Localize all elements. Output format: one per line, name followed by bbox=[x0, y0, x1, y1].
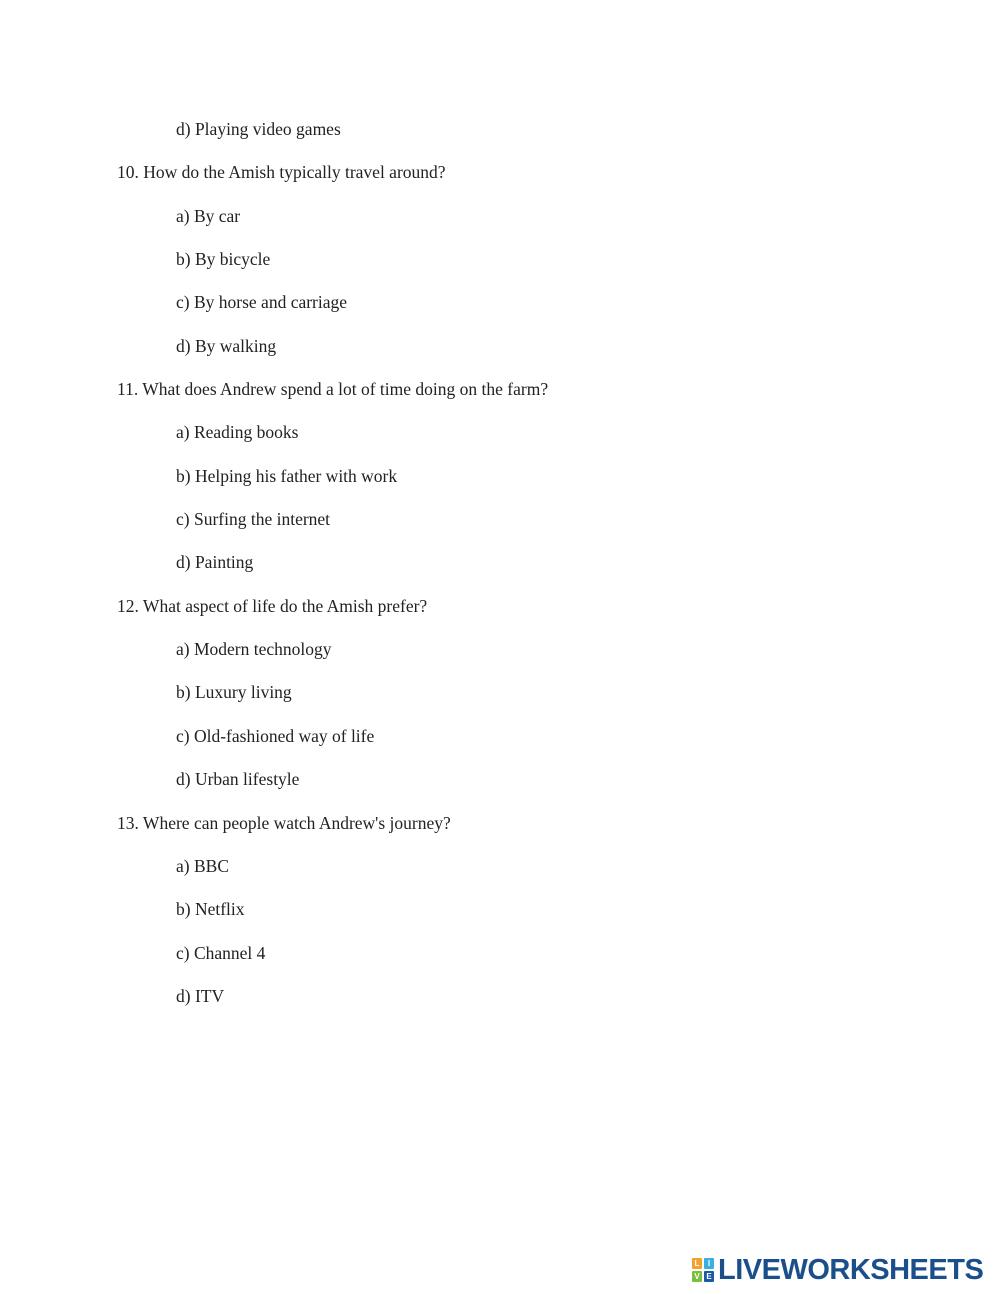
answer-option: a) BBC bbox=[176, 856, 229, 876]
answer-option: d) Painting bbox=[176, 552, 254, 572]
answer-option: d) Urban lifestyle bbox=[176, 769, 300, 789]
logo-wordmark: LIVEWORKSHEETS bbox=[718, 1254, 984, 1286]
answer-option: c) By horse and carriage bbox=[176, 292, 348, 312]
answer-option: c) Surfing the internet bbox=[176, 509, 331, 529]
answer-option: d) Playing video games bbox=[176, 119, 341, 139]
liveworksheets-logo bbox=[692, 1256, 983, 1284]
answer-option: b) Helping his father with work bbox=[176, 466, 398, 486]
logo-letter-e: E bbox=[704, 1271, 714, 1282]
liveworksheets-logo-icon bbox=[692, 1258, 714, 1282]
question-text: 10. How do the Amish typically travel around? bbox=[117, 162, 446, 182]
answer-option: b) Luxury living bbox=[176, 682, 292, 702]
answer-option: c) Channel 4 bbox=[176, 943, 266, 963]
logo-letter-l: L bbox=[692, 1258, 702, 1269]
answer-option: b) By bicycle bbox=[176, 249, 271, 269]
answer-option: d) ITV bbox=[176, 986, 225, 1006]
answer-option: c) Old-fashioned way of life bbox=[176, 726, 375, 746]
answer-option: a) Reading books bbox=[176, 422, 299, 442]
answer-option: d) By walking bbox=[176, 336, 277, 356]
answer-option: a) By car bbox=[176, 206, 241, 226]
logo-letter-v: V bbox=[692, 1271, 702, 1282]
question-text: 11. What does Andrew spend a lot of time doing on the farm? bbox=[117, 379, 549, 399]
logo-letter-i: I bbox=[704, 1258, 714, 1269]
answer-option: b) Netflix bbox=[176, 899, 245, 919]
question-text: 13. Where can people watch Andrew's journey? bbox=[117, 813, 451, 833]
answer-option: a) Modern technology bbox=[176, 639, 332, 659]
question-text: 12. What aspect of life do the Amish prefer? bbox=[117, 596, 428, 616]
